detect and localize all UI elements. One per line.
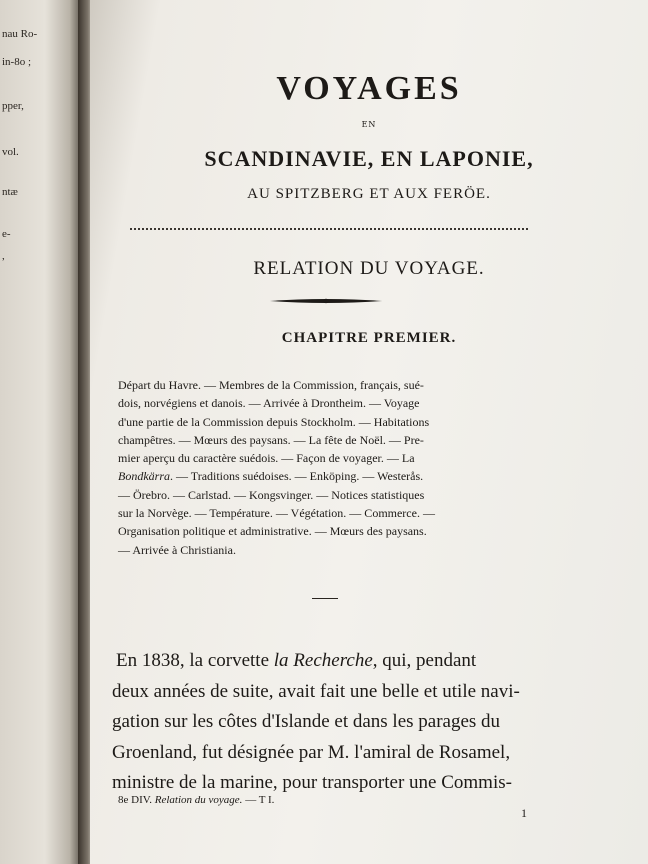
book-page [90, 0, 648, 864]
left-page-fragment: , [2, 250, 5, 262]
body-text-run: En 1838, la corvette [116, 650, 274, 671]
body-line: Groenland, fut désignée par M. l'amiral de Rosamel, [112, 741, 511, 763]
left-page-fragment: e- [2, 228, 11, 240]
body-line: deux années de suite, avait fait une belle et utile navi- [112, 680, 520, 702]
left-page-fragment: vol. [2, 146, 19, 158]
summary-line: mier aperçu du caractère suédois. — Façon de voyager. — La [118, 451, 415, 466]
summary-line: dois, norvégiens et danois. — Arrivée à Drontheim. — Voyage [118, 396, 420, 411]
book-subtitle-2: AU SPITZBERG ET AUX FERÖE. [247, 186, 491, 202]
left-page-fragment: pper, [2, 100, 24, 112]
summary-italic-word: Bondkärra [118, 469, 170, 484]
chapter-summary [118, 376, 548, 559]
body-line: ministre de la marine, pour transporter une Commis- [112, 772, 512, 793]
summary-line: — Arrivée à Christiania. [118, 542, 236, 557]
body-line: gation sur les côtes d'Islande et dans les parages du [112, 711, 501, 732]
left-page-fragment: ntæ [2, 186, 18, 198]
summary-line [118, 467, 548, 485]
summary-line: Départ du Havre. — Membres de la Commission, français, sué- [118, 378, 424, 392]
summary-line: — Örebro. — Carlstad. — Kongsvinger. — Notices statistiques [118, 487, 425, 502]
signature-line [118, 794, 274, 806]
left-page-fragment: nau Ro- [2, 28, 38, 40]
book-subtitle-1: SCANDINAVIE, EN LAPONIE, [204, 146, 534, 171]
summary-line: Organisation politique et administrative. — Mœurs des paysans. [118, 524, 427, 539]
book-title: VOYAGES [276, 70, 462, 107]
body-paragraph [112, 646, 567, 799]
page-number: 1 [521, 806, 527, 820]
ornament-divider-icon [268, 294, 384, 308]
summary-line: sur la Norvège. — Température. — Végétation. — Commerce. — [118, 506, 435, 521]
chapter-title: CHAPITRE PREMIER. [281, 330, 457, 346]
summary-line: d'une partie de la Commission depuis Stockholm. — Habitations [118, 414, 430, 429]
division-mark: 8e DIV. [118, 794, 153, 806]
summary-line: champêtres. — Mœurs des paysans. — La fête de Noël. — Pre- [118, 432, 424, 447]
body-line [112, 646, 567, 677]
left-page-edge [0, 0, 82, 864]
ship-name: la Recherche [273, 650, 373, 671]
short-divider [312, 598, 338, 599]
relation-mark: Relation du voyage. [154, 794, 243, 806]
summary-line-rest: . — Traditions suédoises. — Enköping. — Westerås. [170, 469, 424, 484]
title-connector: EN [361, 120, 377, 129]
tome-mark: — T I. [245, 794, 275, 806]
section-title: RELATION DU VOYAGE. [253, 258, 485, 279]
dotted-divider [130, 228, 528, 230]
left-page-fragment: in-8o ; [2, 56, 32, 68]
body-text-run: , qui, pendant [372, 650, 477, 671]
